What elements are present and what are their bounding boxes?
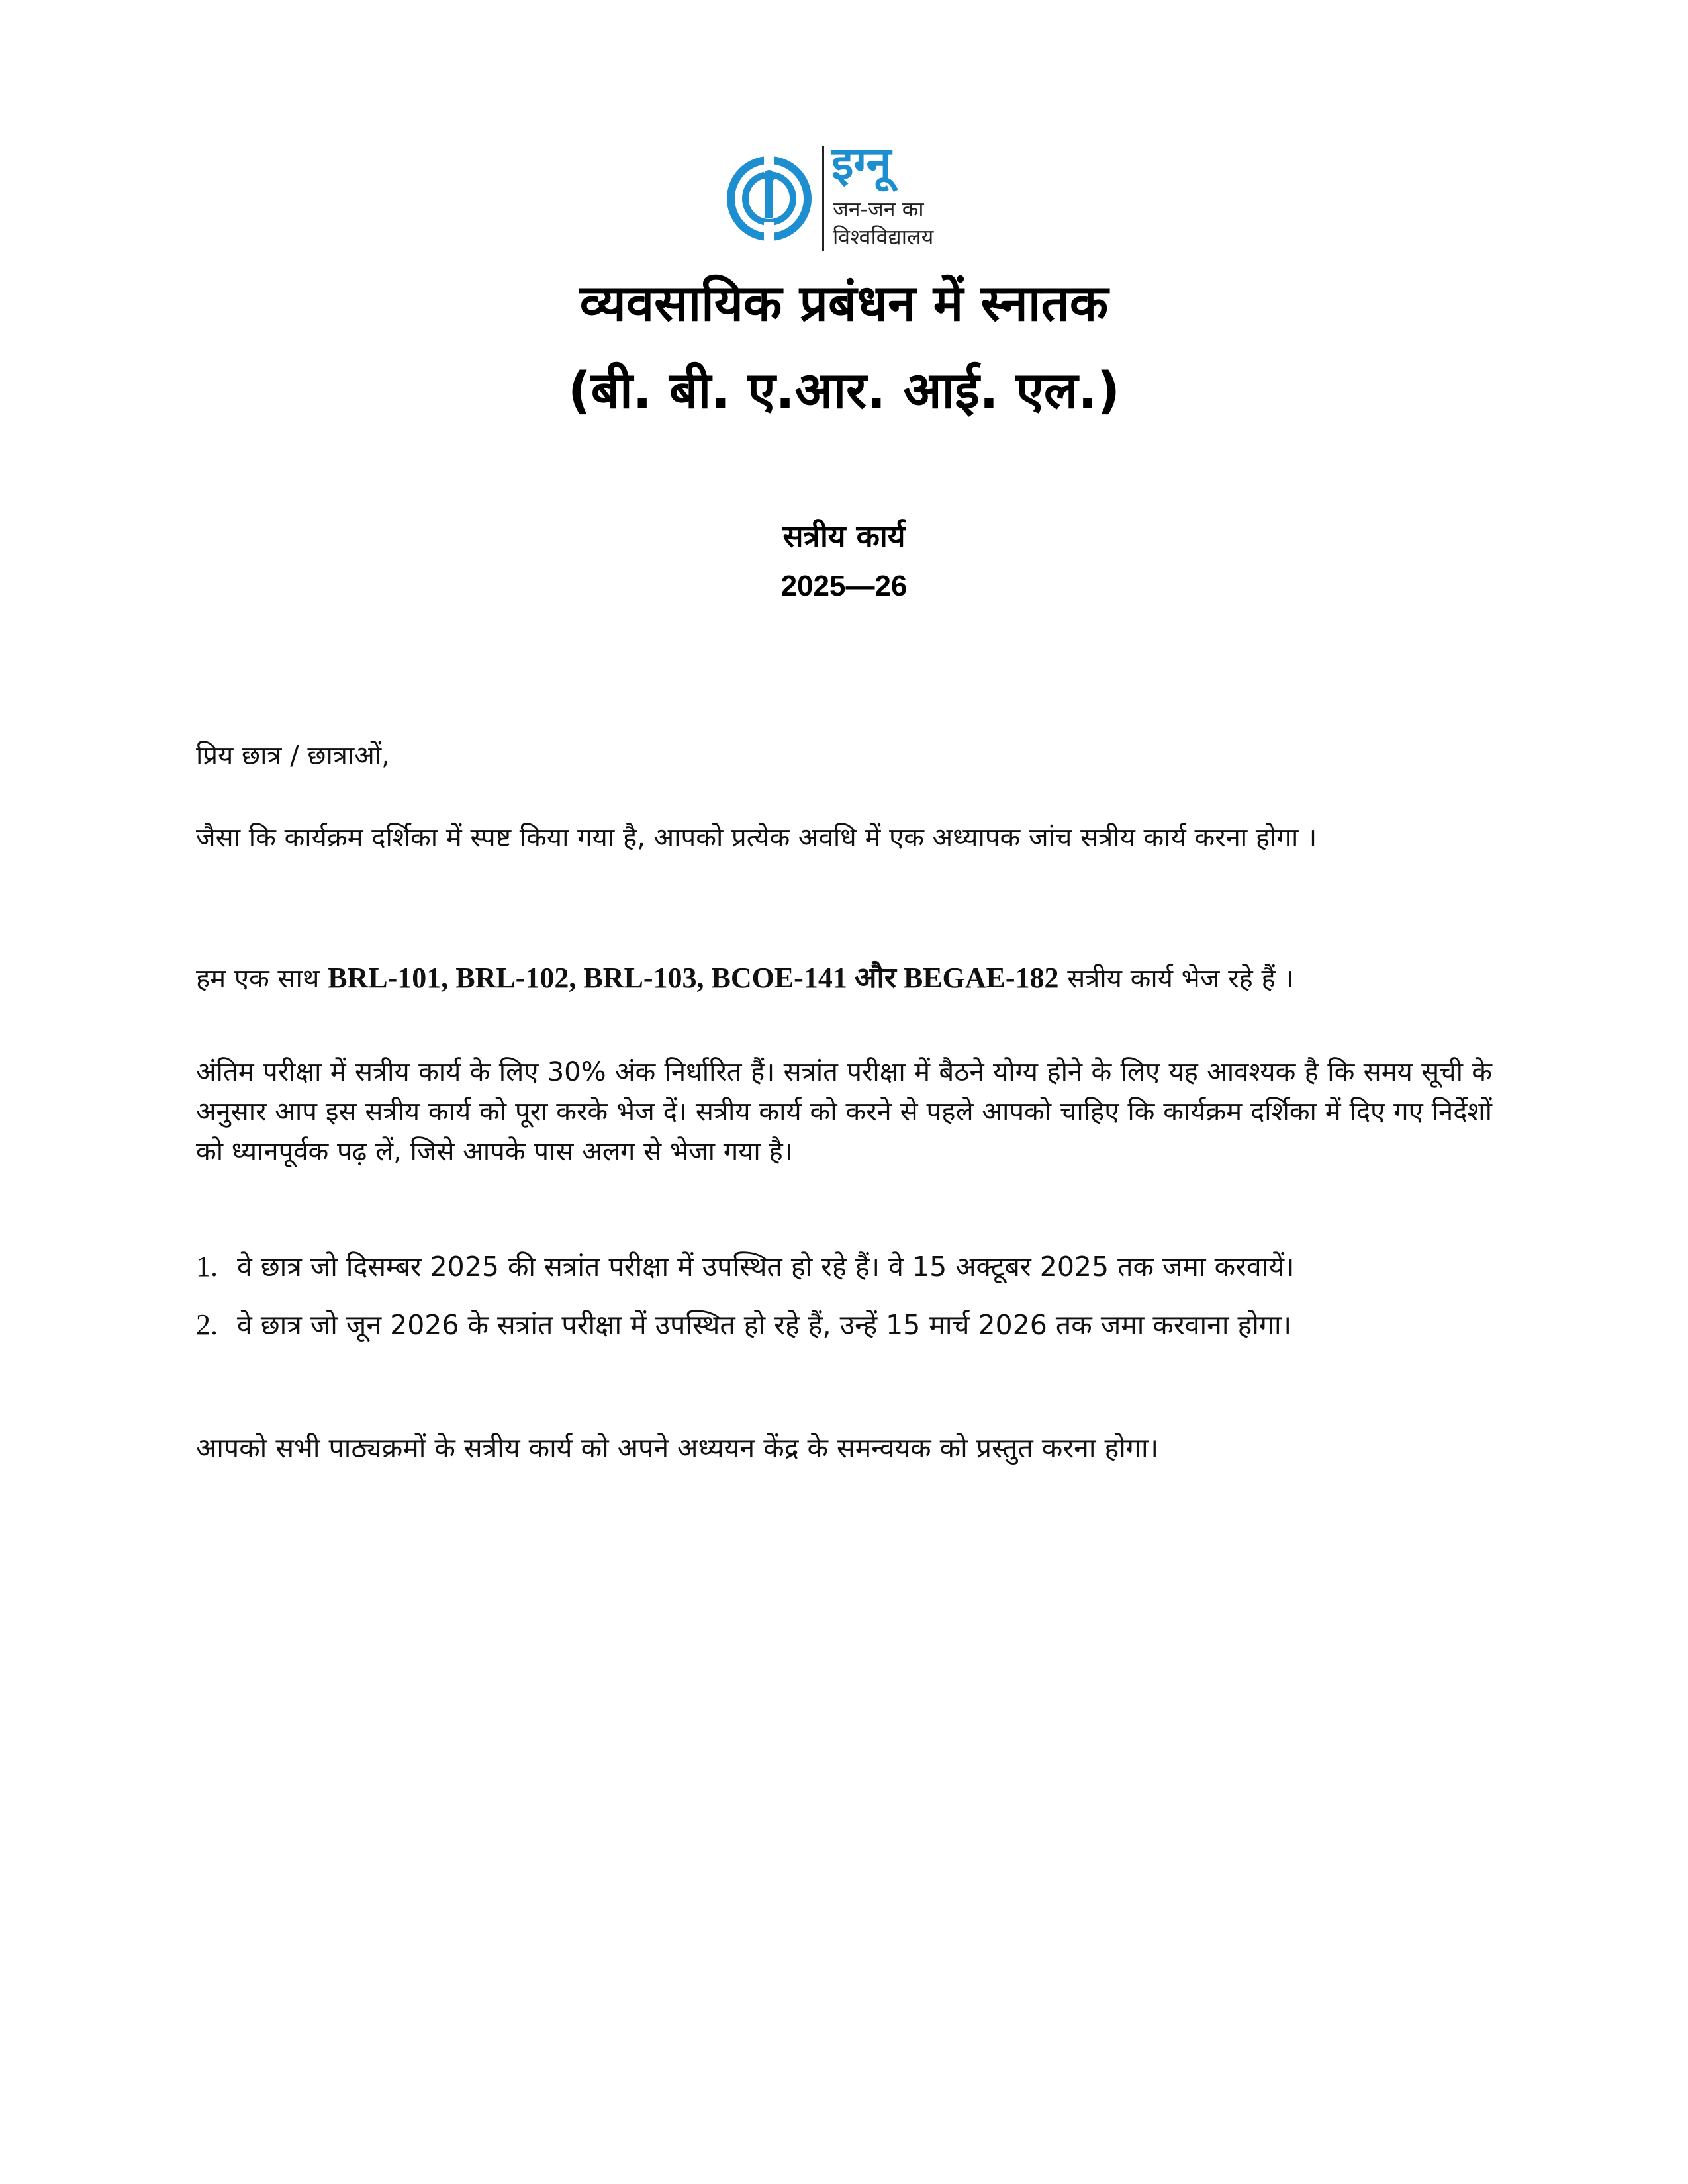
programme-title: व्यवसायिक प्रबंधन में स्नातक [579, 273, 1109, 332]
courses-prefix: हम एक साथ [196, 964, 328, 994]
salutation: प्रिय छात्र / छात्राओं, [196, 741, 390, 771]
logo-tagline-line2: विश्वविद्यालय [833, 224, 934, 250]
list-item [196, 1243, 1507, 1291]
programme-code: (बी. बी. ए.आर. आई. एल.) [567, 361, 1121, 420]
logo-wordmark: इग्नू [831, 138, 892, 190]
courses-and: और [847, 962, 904, 994]
courses-suffix: सत्रीय कार्य भेज रहे हैं । [1058, 964, 1294, 994]
assignment-heading: सत्रीय कार्य [782, 518, 906, 554]
course-codes: BRL-101, BRL-102, BRL-103, BCOE-141 [328, 962, 847, 994]
list-item-text: वे छात्र जो जून 2026 के सत्रांत परीक्षा में उपस्थित हो रहे हैं, उन्हें 15 मार्च 2026 तक जमा करवाना होगा। [237, 1309, 1292, 1341]
session-year: 2025—26 [780, 570, 908, 602]
submission-instruction: आपको सभी पाठ्यक्रमों के सत्रीय कार्य को अपने अध्ययन केंद्र के समन्वयक को प्रस्तुत करना होगा। [196, 1432, 1159, 1464]
list-item-text: वे छात्र जो दिसम्बर 2025 की सत्रांत परीक्षा में उपस्थित हो रहे हैं। वे 15 अक्टूबर 2025 तक जमा करवायें। [237, 1251, 1295, 1283]
logo-divider [822, 146, 824, 251]
intro-paragraph: जैसा कि कार्यक्रम दर्शिका में स्पष्ट किया गया है, आपको प्रत्येक अवधि में एक अध्यापक जांच सत्रीय कार्य करना होगा । [196, 823, 1317, 853]
ignou-logo [727, 138, 965, 255]
marks-paragraph: अंतिम परीक्षा में सत्रीय कार्य के लिए 30% अंक निर्धारित हैं। सत्रांत परीक्षा में बैठने योग्य होने के लिए यह आवश्यक है कि समय सूची के अनुसार आप इस सत्रीय कार्य को पूरा करके भेज दें। सत्रीय कार्य को करने से पहले आपको चाहिए कि कार्यक्रम दर्शिका में दिए गए निर्देशों को ध्यानपूर्वक पढ़ लें, जिसे आपके पास अलग से भेजा गया है। [196, 1057, 1492, 1167]
submission-list-item-1 [196, 1243, 1507, 1291]
ignou-emblem-icon [727, 156, 812, 241]
list-item-number: 1. [196, 1250, 218, 1283]
logo-tagline-line1: जन-जन का [833, 197, 924, 222]
list-item [196, 1301, 1507, 1349]
course-code-last: BEGAE-182 [903, 962, 1059, 994]
list-item-number: 2. [196, 1308, 218, 1341]
courses-paragraph [196, 958, 1492, 999]
submission-list-item-2 [196, 1301, 1507, 1349]
